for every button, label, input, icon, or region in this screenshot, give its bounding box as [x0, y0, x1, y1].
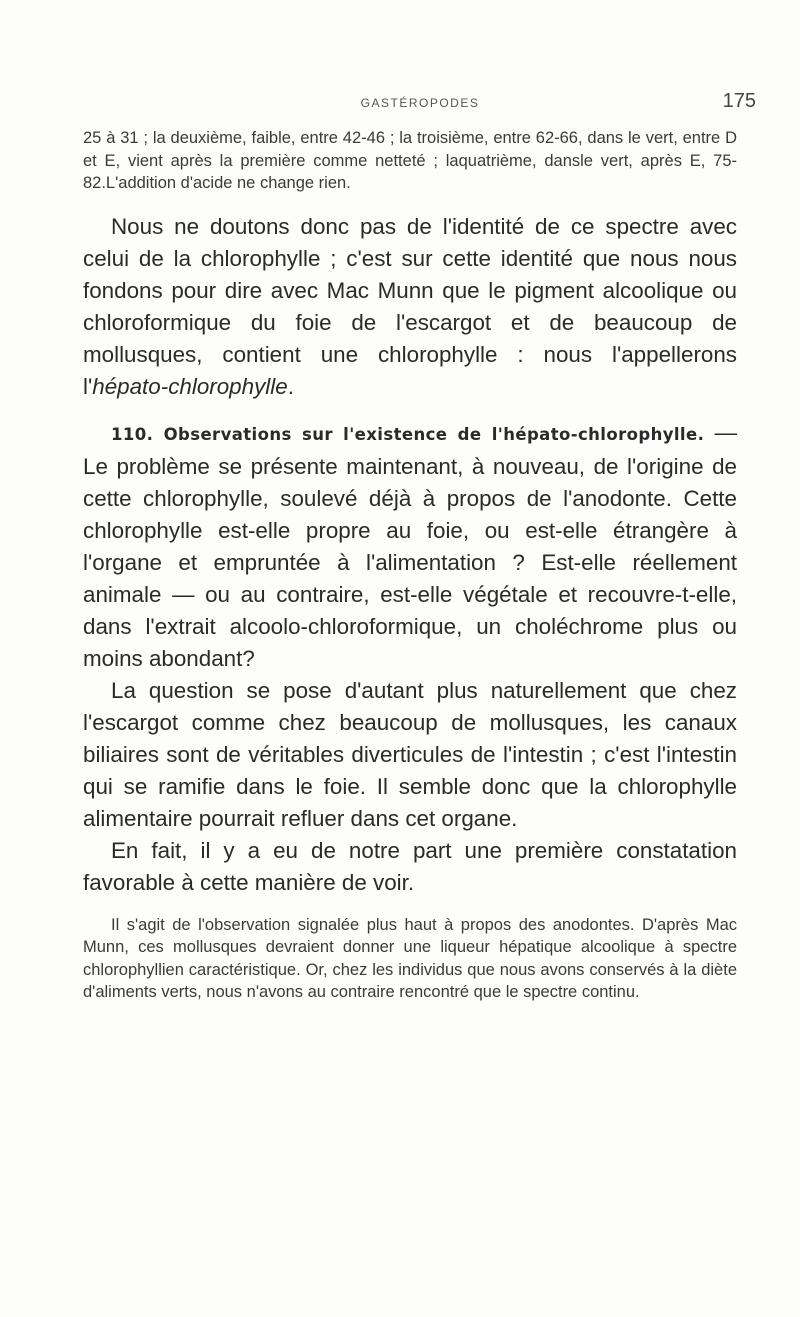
running-title: GASTÉROPODES — [360, 96, 480, 110]
paragraph-identity — [83, 211, 737, 403]
paragraph-identity-end: . — [287, 373, 294, 399]
paragraph-note: Il s'agit de l'observation signalée plus haut à propos des anodontes. D'après Mac Munn, ces mollusques devraient donner une liqueur hépatique alcoolique à spectre chlorophyllien caractéristique. Or, chez les individus que nous avons conservés à la diète d'aliments verts, nous n'avons au contraire rencontré que le spectre continu. — [83, 915, 737, 1001]
paragraph-fact: En fait, il y a eu de notre part une première constatation favorable à cette manière de voir. — [83, 837, 737, 895]
term-article: l' — [83, 373, 93, 399]
paragraph-section-110 — [83, 417, 737, 675]
section-110-body: — Le problème se présente maintenant, à nouveau, de l'origine de cette chlorophylle, soulevé déjà à propos de l'anodonte. Cette chlorophylle est-elle propre au foie, ou est-elle étrangère à l'organe et empruntée à l'alimentation ? Est-elle réellement animale — ou au contraire, est-elle végétale et recouvre-t-elle, dans l'extrait alcoolo-chloroformique, un choléchrome plus ou moins abondant? — [83, 419, 737, 671]
body-text — [83, 127, 737, 1004]
running-head — [70, 90, 770, 120]
paragraph-question: La question se pose d'autant plus naturellement que chez l'escargot comme chez beaucoup de mollusques, les canaux biliaires sont de véritables diverticules de l'intestin ; c'est l'intestin qui se ramifie dans le foie. Il semble donc que la chlorophylle alimentaire pourrait refluer dans cet organe. — [83, 677, 737, 831]
page-number: 175 — [722, 90, 756, 112]
paragraph-identity-text: Nous ne doutons donc pas de l'identité de ce spectre avec celui de la chlorophylle ; c'est sur cette identité que nous nous fondons pour dire avec Mac Munn que le pigment alcoolique ou chloroformique du foie de l'escargot et de beaucoup de mollusques, contient une chlorophylle : nous l'appellerons — [83, 213, 737, 367]
paragraph-continuation: 25 à 31 ; la deuxième, faible, entre 42-46 ; la troisième, entre 62-66, dans le vert, entre D et E, vient après la première comme netteté ; laquatrième, dansle vert, après E, 75-82.L'addition d'acide ne change rien. — [83, 129, 737, 192]
section-heading: 110. Observations sur l'existence de l'hépato-chlorophylle. — [111, 424, 705, 444]
term-hepato-chlorophylle: hépato-chlorophylle — [92, 373, 288, 399]
